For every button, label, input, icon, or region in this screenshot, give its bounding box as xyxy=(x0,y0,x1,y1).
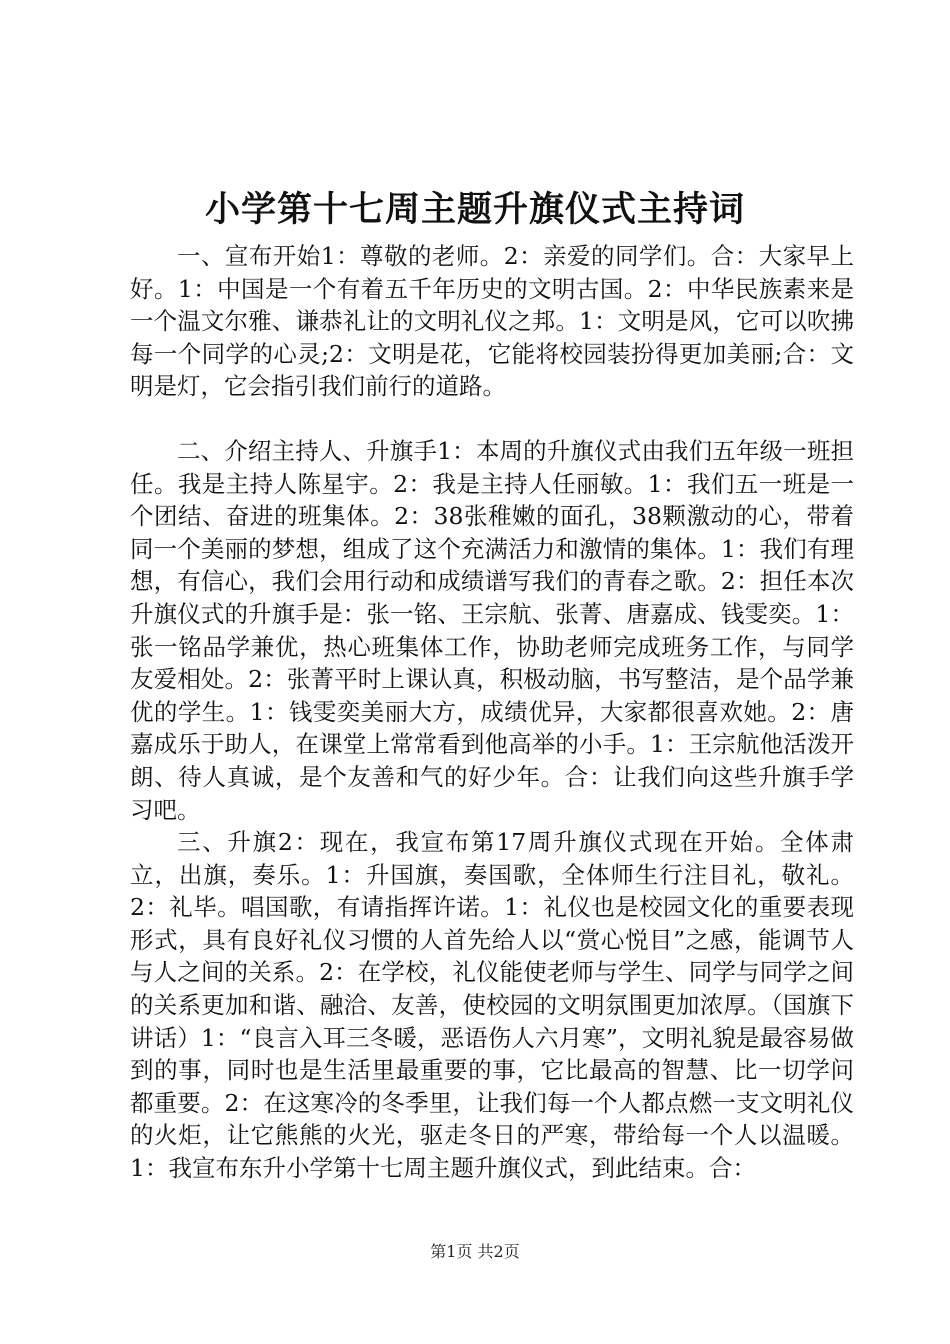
page-number-footer: 第1页 共2页 xyxy=(430,1242,520,1261)
paragraph-flag-raising: 三、升旗2：现在，我宣布第17周升旗仪式现在开始。全体肃立，出旗，奏乐。1：升国旗，奏国歌，全体师生行注目礼，敬礼。2：礼毕。唱国歌，有请指挥许诺。1：礼仪也是校园文化的重要表现形式，具有良好礼仪习惯的人首先给人以“赏心悦目”之感，能调节人与人之间的关系。2：在学校，礼仪能使老师与学生、同学与同学之间的关系更加和谐、融洽、友善，使校园的文明氛围更加浓厚。（国旗下讲话）1：“良言入耳三冬暖，恶语伤人六月寒”，文明礼貌是最容易做到的事，同时也是生活里最重要的事，它比最高的智慧、比一切学问都重要。2：在这寒冷的冬季里，让我们每一个人都点燃一支文明礼仪的火炬，让它熊熊的火光，驱走冬日的严寒，带给每一个人以温暖。1：我宣布东升小学第十七周主题升旗仪式，到此结束。合： xyxy=(130,828,854,1183)
document-body xyxy=(130,240,854,1185)
document-title: 小学第十七周主题升旗仪式主持词 xyxy=(204,189,745,230)
paragraph-introduce-hosts: 二、介绍主持人、升旗手1：本周的升旗仪式由我们五年级一班担任。我是主持人陈星宇。2：我是主持人任丽敏。1：我们五一班是一个团结、奋进的班集体。2：38张稚嫩的面孔，38颗激动的心，带着同一个美丽的梦想，组成了这个充满活力和激情的集体。1：我们有理想，有信心，我们会用行动和成绩谱写我们的青春之歌。2：担任本次升旗仪式的升旗手是：张一铭、王宗航、张菁、唐嘉成、钱雯奕。1：张一铭品学兼优，热心班集体工作，协助老师完成班务工作，与同学友爱相处。2：张菁平时上课认真，积极动脑，书写整洁，是个品学兼优的学生。1：钱雯奕美丽大方，成绩优异，大家都很喜欢她。2：唐嘉成乐于助人，在课堂上常常看到他高举的小手。1：王宗航他活泼开朗、待人真诚，是个友善和气的好少年。合：让我们向这些升旗手学习吧。 xyxy=(130,436,854,824)
paragraph-opening: 一、宣布开始1：尊敬的老师。2：亲爱的同学们。合：大家早上好。1：中国是一个有着五千年历史的文明古国。2：中华民族素来是一个温文尔雅、谦恭礼让的文明礼仪之邦。1：文明是风，它可以吹拂每一个同学的心灵;2：文明是花，它能将校园装扮得更加美丽;合：文明是灯，它会指引我们前行的道路。 xyxy=(130,242,854,401)
